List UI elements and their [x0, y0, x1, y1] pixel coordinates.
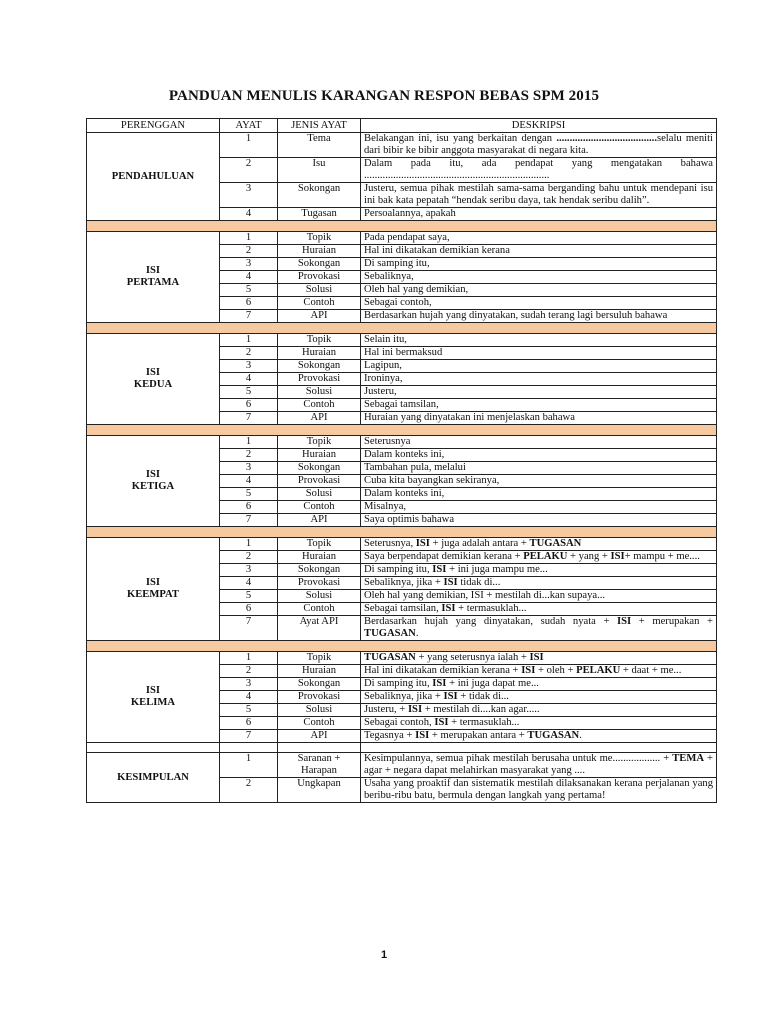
deskripsi-text: Berdasarkan hujah yang dinyatakan, sudah nyata + ISI + merupakan + TUGASAN. — [361, 616, 717, 641]
deskripsi-text: Sebagai contoh, — [361, 297, 717, 310]
ayat-number: 2 — [220, 778, 278, 803]
blank-row — [87, 743, 717, 753]
deskripsi-text: Sebaliknya, jika + ISI tidak di... — [361, 577, 717, 590]
deskripsi-text: Justeru, — [361, 386, 717, 399]
page-number: 1 — [380, 949, 388, 961]
ayat-number: 3 — [220, 678, 278, 691]
section-label — [87, 232, 220, 323]
separator-cell — [87, 641, 717, 652]
ayat-number: 2 — [220, 665, 278, 678]
header-deskripsi: DESKRIPSI — [361, 119, 717, 133]
section-label-line: ISI — [145, 367, 161, 378]
deskripsi-text: Di samping itu, ISI + ini juga dapat me... — [361, 678, 717, 691]
bold-keyword: ISI — [441, 603, 456, 614]
separator-cell — [87, 323, 717, 334]
ayat-number: 4 — [220, 271, 278, 284]
ayat-number: 4 — [220, 208, 278, 221]
ayat-number: 6 — [220, 501, 278, 514]
blank-cell — [87, 743, 220, 753]
deskripsi-text: Di samping itu, — [361, 258, 717, 271]
ayat-number: 5 — [220, 704, 278, 717]
ayat-number: 1 — [220, 334, 278, 347]
jenis-ayat: Solusi — [278, 488, 361, 501]
section-label — [87, 436, 220, 527]
jenis-ayat: Sokongan — [278, 183, 361, 208]
ayat-number: 1 — [220, 133, 278, 158]
separator-cell — [87, 527, 717, 538]
blank-cell — [278, 743, 361, 753]
ayat-number: 7 — [220, 310, 278, 323]
deskripsi-text: Dalam konteks ini, — [361, 449, 717, 462]
bold-keyword: PELAKU — [576, 665, 621, 676]
jenis-ayat: Huraian — [278, 665, 361, 678]
ayat-number: 3 — [220, 462, 278, 475]
ayat-number: 6 — [220, 399, 278, 412]
bold-keyword: TUGASAN — [364, 628, 416, 639]
deskripsi-text: Di samping itu, ISI + ini juga mampu me... — [361, 564, 717, 577]
jenis-ayat: Topik — [278, 334, 361, 347]
table-row — [87, 133, 717, 158]
jenis-ayat: Tugasan — [278, 208, 361, 221]
section-label-line: KEEMPAT — [127, 589, 179, 600]
ayat-number: 5 — [220, 284, 278, 297]
ayat-number: 3 — [220, 183, 278, 208]
bold-keyword: ISI — [443, 577, 458, 588]
deskripsi-text: Kesimpulannya, semua pihak mestilah berusaha untuk me.................. + TEMA + agar + negara dapat melahirkan masyarakat yang .... — [361, 753, 717, 778]
jenis-ayat: API — [278, 310, 361, 323]
jenis-ayat: Isu — [278, 158, 361, 183]
header-ayat: AYAT — [220, 119, 278, 133]
section-label — [87, 538, 220, 641]
deskripsi-text: TUGASAN + yang seterusnya ialah + ISI — [361, 652, 717, 665]
deskripsi-text: Berdasarkan hujah yang dinyatakan, sudah terang lagi bersuluh bahawa — [361, 310, 717, 323]
ayat-number: 6 — [220, 297, 278, 310]
deskripsi-text: Hal ini bermaksud — [361, 347, 717, 360]
deskripsi-text: Saya berpendapat demikian kerana + PELAKU + yang + ISI+ mampu + me.... — [361, 551, 717, 564]
deskripsi-text: Pada pendapat saya, — [361, 232, 717, 245]
section-label-line: ISI — [145, 685, 161, 696]
section-separator — [87, 527, 717, 538]
jenis-ayat: Contoh — [278, 717, 361, 730]
deskripsi-text: Misalnya, — [361, 501, 717, 514]
jenis-ayat: Provokasi — [278, 475, 361, 488]
bold-keyword: ISI — [432, 564, 447, 575]
bold-keyword: ISI — [610, 551, 625, 562]
bold-keyword: ...................................... — [556, 133, 657, 144]
deskripsi-text: Tambahan pula, melalui — [361, 462, 717, 475]
jenis-ayat: Ayat API — [278, 616, 361, 641]
ayat-number: 1 — [220, 753, 278, 778]
deskripsi-text: Sebagai tamsilan, ISI + termasuklah... — [361, 603, 717, 616]
table-row — [87, 753, 717, 778]
section-label-line: ISI — [145, 469, 161, 480]
deskripsi-text: Sebaliknya, — [361, 271, 717, 284]
deskripsi-text: Dalam pada itu, ada pendapat yang mengatakan bahawa ...................................................................... — [361, 158, 717, 183]
bold-keyword: ISI — [434, 717, 449, 728]
jenis-ayat: API — [278, 514, 361, 527]
bold-keyword: ISI — [415, 538, 430, 549]
jenis-ayat: Contoh — [278, 603, 361, 616]
jenis-ayat: Sokongan — [278, 462, 361, 475]
jenis-ayat: Huraian — [278, 551, 361, 564]
jenis-ayat: Tema — [278, 133, 361, 158]
jenis-ayat: API — [278, 730, 361, 743]
section-separator — [87, 221, 717, 232]
blank-cell — [220, 743, 278, 753]
panduan-table — [86, 118, 717, 803]
deskripsi-text: Saya optimis bahawa — [361, 514, 717, 527]
jenis-ayat: Huraian — [278, 347, 361, 360]
ayat-number: 5 — [220, 590, 278, 603]
section-label-line: ISI — [145, 577, 161, 588]
deskripsi-text: Sebaliknya, jika + ISI + tidak di... — [361, 691, 717, 704]
section-label-line: KELIMA — [130, 697, 176, 708]
deskripsi-text: Hal ini dikatakan demikian kerana — [361, 245, 717, 258]
deskripsi-text: Huraian yang dinyatakan ini menjelaskan bahawa — [361, 412, 717, 425]
jenis-ayat: Solusi — [278, 704, 361, 717]
deskripsi-text: Seterusnya, ISI + juga adalah antara + TUGASAN — [361, 538, 717, 551]
table-row — [87, 538, 717, 551]
ayat-number: 3 — [220, 258, 278, 271]
ayat-number: 4 — [220, 373, 278, 386]
jenis-ayat: Contoh — [278, 501, 361, 514]
table-row — [87, 232, 717, 245]
table-row — [87, 652, 717, 665]
jenis-ayat: API — [278, 412, 361, 425]
deskripsi-text: Hal ini dikatakan demikian kerana + ISI + oleh + PELAKU + daat + me... — [361, 665, 717, 678]
ayat-number: 6 — [220, 717, 278, 730]
jenis-ayat: Provokasi — [278, 577, 361, 590]
bold-keyword: TEMA — [672, 753, 704, 764]
bold-keyword: TUGASAN — [529, 538, 582, 549]
section-label-line: ISI — [145, 265, 161, 276]
ayat-number: 2 — [220, 449, 278, 462]
section-label: KESIMPULAN — [87, 753, 220, 803]
deskripsi-text: Sebagai tamsilan, — [361, 399, 717, 412]
jenis-ayat: Huraian — [278, 449, 361, 462]
ayat-number: 4 — [220, 577, 278, 590]
ayat-number: 4 — [220, 691, 278, 704]
deskripsi-text: Lagipun, — [361, 360, 717, 373]
ayat-number: 7 — [220, 730, 278, 743]
jenis-ayat: Provokasi — [278, 271, 361, 284]
deskripsi-text: Dalam konteks ini, — [361, 488, 717, 501]
section-separator — [87, 641, 717, 652]
ayat-number: 5 — [220, 386, 278, 399]
page-title: PANDUAN MENULIS KARANGAN RESPON BEBAS SPM 2015 — [168, 88, 600, 104]
deskripsi-text: Oleh hal yang demikian, — [361, 284, 717, 297]
separator-cell — [87, 221, 717, 232]
table-row — [87, 436, 717, 449]
ayat-number: 7 — [220, 616, 278, 641]
ayat-number: 5 — [220, 488, 278, 501]
section-label-line: PERTAMA — [126, 277, 180, 288]
ayat-number: 2 — [220, 158, 278, 183]
ayat-number: 2 — [220, 347, 278, 360]
ayat-number: 2 — [220, 245, 278, 258]
deskripsi-text: Cuba kita bayangkan sekiranya, — [361, 475, 717, 488]
jenis-ayat: Topik — [278, 652, 361, 665]
jenis-ayat: Huraian — [278, 245, 361, 258]
table-header-row — [87, 119, 717, 133]
jenis-ayat: Topik — [278, 538, 361, 551]
jenis-ayat: Provokasi — [278, 373, 361, 386]
ayat-number: 1 — [220, 538, 278, 551]
table-row — [87, 334, 717, 347]
ayat-number: 6 — [220, 603, 278, 616]
ayat-number: 4 — [220, 475, 278, 488]
jenis-ayat: Topik — [278, 232, 361, 245]
jenis-ayat: Provokasi — [278, 691, 361, 704]
deskripsi-text: Justeru, + ISI + mestilah di....kan agar..... — [361, 704, 717, 717]
deskripsi-text: Ironinya, — [361, 373, 717, 386]
ayat-number: 1 — [220, 436, 278, 449]
section-label-line: KETIGA — [131, 481, 175, 492]
deskripsi-text: Sebagai contoh, ISI + termasuklah... — [361, 717, 717, 730]
jenis-ayat: Sokongan — [278, 360, 361, 373]
ayat-number: 1 — [220, 652, 278, 665]
jenis-ayat: Topik — [278, 436, 361, 449]
bold-keyword: ISI — [432, 678, 447, 689]
header-perenggan: PERENGGAN — [87, 119, 220, 133]
deskripsi-text: Selain itu, — [361, 334, 717, 347]
ayat-number: 3 — [220, 360, 278, 373]
bold-keyword: ISI — [529, 652, 544, 663]
deskripsi-text: Seterusnya — [361, 436, 717, 449]
section-label — [87, 334, 220, 425]
section-separator — [87, 323, 717, 334]
jenis-ayat: Sokongan — [278, 258, 361, 271]
bold-keyword: ISI — [521, 665, 536, 676]
bold-keyword: TUGASAN — [527, 730, 580, 741]
deskripsi-text: Usaha yang proaktif dan sistematik mestilah dilaksanakan kerana perjalanan yang beribu-ribu batu, bermula dengan langkah yang pertama! — [361, 778, 717, 803]
jenis-ayat: Contoh — [278, 297, 361, 310]
deskripsi-text: Oleh hal yang demikian, ISI + mestilah di...kan supaya... — [361, 590, 717, 603]
header-jenis-ayat: JENIS AYAT — [278, 119, 361, 133]
section-label-line: KEDUA — [133, 379, 173, 390]
jenis-ayat: Saranan + Harapan — [278, 753, 361, 778]
section-label — [87, 652, 220, 743]
ayat-number: 7 — [220, 412, 278, 425]
jenis-ayat: Sokongan — [278, 564, 361, 577]
section-separator — [87, 425, 717, 436]
jenis-ayat: Sokongan — [278, 678, 361, 691]
bold-keyword: ISI — [407, 704, 423, 715]
separator-cell — [87, 425, 717, 436]
bold-keyword: ISI — [415, 730, 430, 741]
bold-keyword: ISI — [617, 616, 632, 627]
blank-cell — [361, 743, 717, 753]
jenis-ayat: Solusi — [278, 284, 361, 297]
jenis-ayat: Solusi — [278, 386, 361, 399]
table-body — [87, 133, 717, 803]
ayat-number: 1 — [220, 232, 278, 245]
ayat-number: 3 — [220, 564, 278, 577]
bold-keyword: ISI — [443, 691, 458, 702]
ayat-number: 7 — [220, 514, 278, 527]
jenis-ayat: Contoh — [278, 399, 361, 412]
deskripsi-text: Justeru, semua pihak mestilah sama-sama berganding bahu untuk mendepani isu ini bak kata pepatah “hendak seribu daya, tak hendak seribu dalih”. — [361, 183, 717, 208]
ayat-number: 2 — [220, 551, 278, 564]
jenis-ayat: Solusi — [278, 590, 361, 603]
deskripsi-text: Belakangan ini, isu yang berkaitan dengan ......................................selalu meniti dari bibir ke bibir anggota masyarakat di negara kita. — [361, 133, 717, 158]
section-label: PENDAHULUAN — [87, 133, 220, 221]
bold-keyword: PELAKU — [523, 551, 568, 562]
jenis-ayat: Ungkapan — [278, 778, 361, 803]
deskripsi-text: Tegasnya + ISI + merupakan antara + TUGASAN. — [361, 730, 717, 743]
bold-keyword: TUGASAN — [364, 652, 416, 663]
deskripsi-text: Persoalannya, apakah — [361, 208, 717, 221]
